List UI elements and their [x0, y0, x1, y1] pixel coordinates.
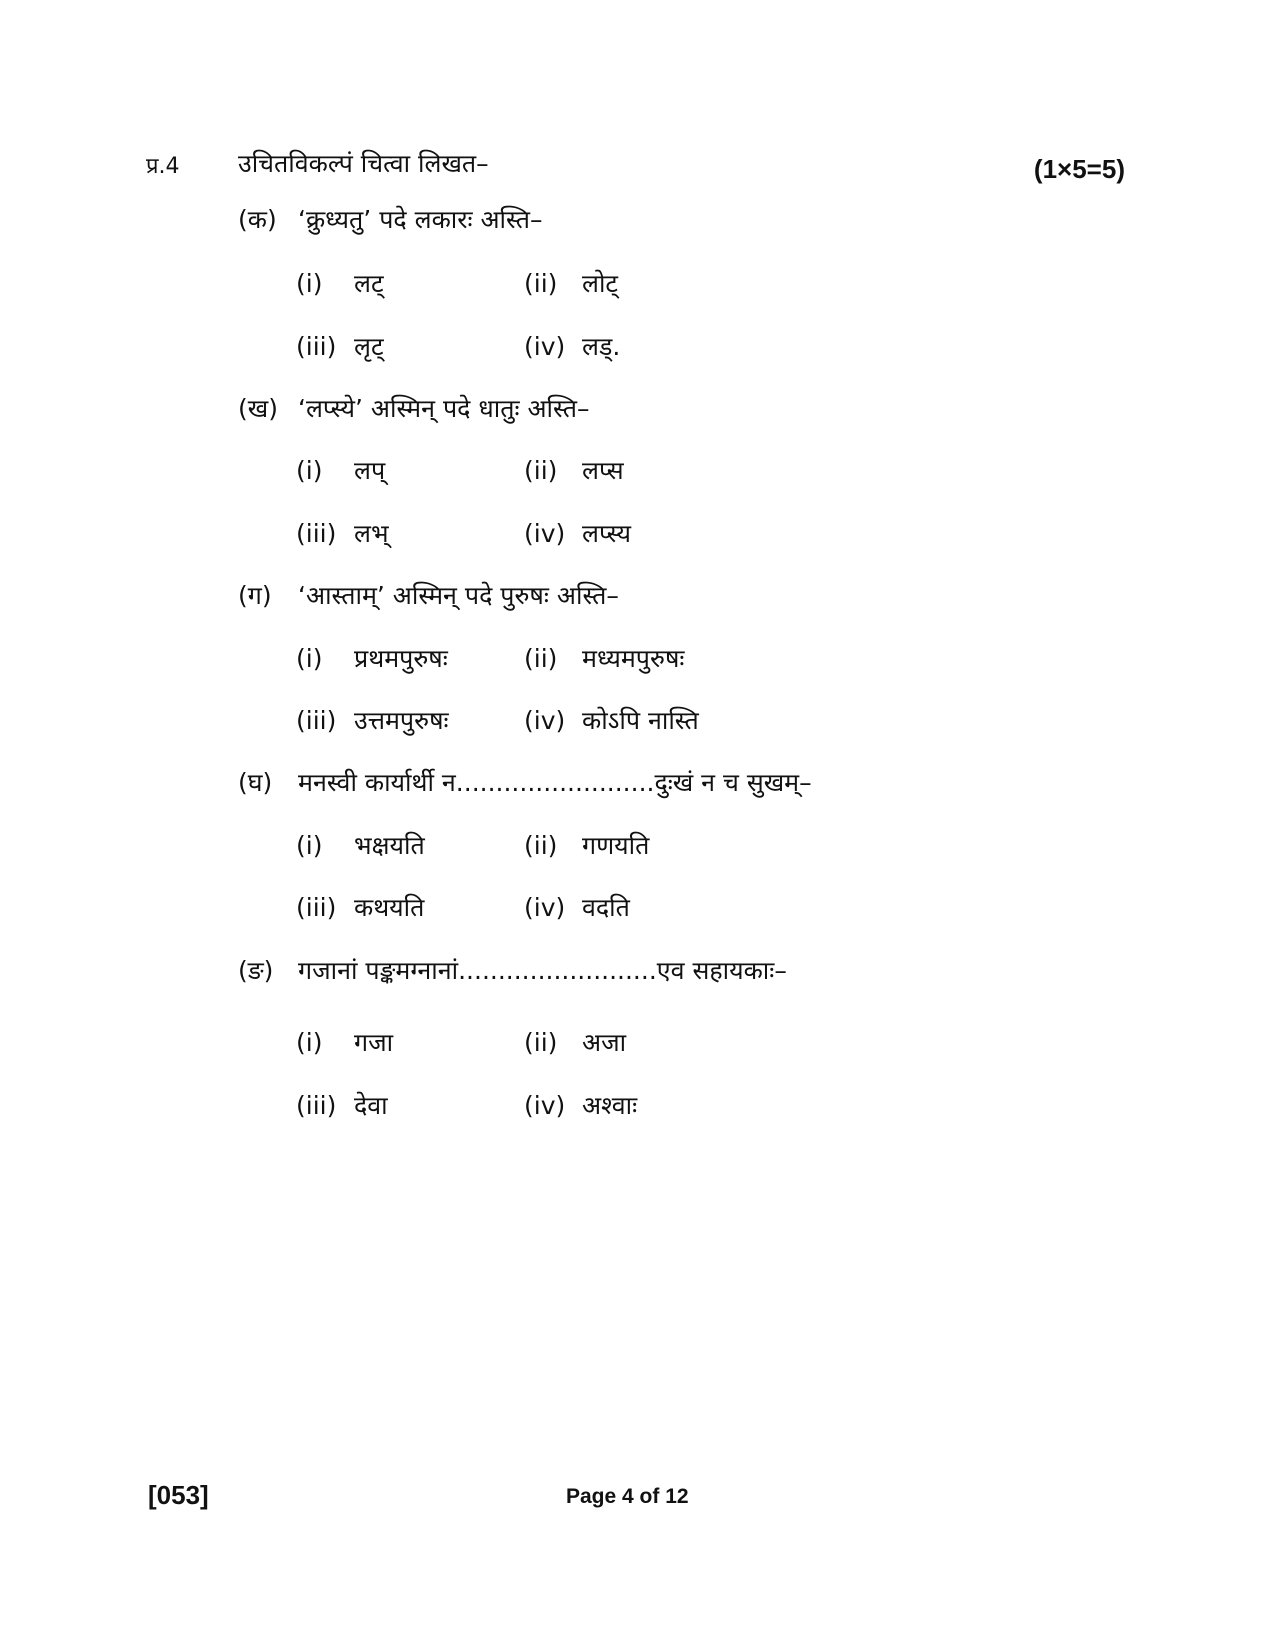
- subquestion-label: (ङ): [238, 956, 274, 985]
- option-text: लप्स्य: [582, 519, 632, 548]
- option: [296, 828, 425, 862]
- option-text: लृट्: [354, 332, 384, 361]
- subquestion-ka: [238, 202, 543, 236]
- option: [524, 329, 620, 363]
- option-text: लभ्: [354, 519, 389, 548]
- option-number: (ii): [524, 1028, 558, 1057]
- option-text: लप्: [354, 456, 386, 485]
- option-number: (iii): [296, 519, 337, 548]
- option-text: अजा: [582, 1028, 627, 1057]
- question-instruction: उचितविकल्पं चित्वा लिखत–: [238, 149, 489, 178]
- option: [524, 453, 624, 487]
- question-number: प्र.4: [146, 154, 180, 179]
- option-number: (ii): [524, 456, 558, 485]
- option-number: (ii): [524, 831, 558, 860]
- option-number: (iv): [524, 332, 566, 361]
- option-number: (i): [296, 1028, 323, 1057]
- subquestion-ga: [238, 578, 619, 612]
- option: [524, 1088, 637, 1122]
- option: [296, 1088, 388, 1122]
- option: [296, 516, 389, 550]
- subquestion-stem: मनस्वी कार्यार्थी न.........................दुःखं न च सुखम्–: [298, 768, 812, 797]
- option-text: गजा: [354, 1028, 394, 1057]
- option: [296, 329, 384, 363]
- option: [524, 703, 699, 737]
- option-number: (ii): [524, 644, 558, 673]
- subquestion-stem: ‘लप्स्ये’ अस्मिन् पदे धातुः अस्ति–: [298, 394, 590, 423]
- option-text: उत्तमपुरुषः: [354, 706, 449, 735]
- option-text: देवा: [354, 1091, 388, 1120]
- subquestion-stem: ‘आस्ताम्’ अस्मिन् पदे पुरुषः अस्ति–: [298, 581, 619, 610]
- option-text: लड्.: [582, 332, 621, 361]
- option-number: (iii): [296, 332, 337, 361]
- paper-code: [053]: [148, 1480, 209, 1510]
- subquestion-stem: ‘क्रुध्यतु’ पदे लकारः अस्ति–: [298, 205, 543, 234]
- option-number: (iii): [296, 893, 337, 922]
- option: [296, 890, 424, 924]
- option: [296, 453, 385, 487]
- subquestion-kha: [238, 391, 590, 425]
- subquestion-label: (ख): [238, 394, 278, 423]
- option-text: भक्षयति: [354, 831, 425, 860]
- option: [296, 1025, 393, 1059]
- option-number: (iii): [296, 706, 337, 735]
- option-number: (iv): [524, 519, 566, 548]
- option: [524, 516, 631, 550]
- option-text: लप्स: [582, 456, 624, 485]
- option: [296, 641, 448, 675]
- option-number: (i): [296, 831, 323, 860]
- option: [524, 890, 630, 924]
- subquestion-gha: [238, 765, 812, 799]
- option-text: मध्यमपुरुषः: [582, 644, 685, 673]
- subquestion-stem: गजानां पङ्कमग्नानां.........................एव सहायकाः–: [298, 956, 787, 985]
- option: [524, 641, 684, 675]
- question-marks: (1×5=5): [1033, 154, 1125, 184]
- subquestion-nga: [238, 953, 787, 987]
- option-number: (iv): [524, 893, 566, 922]
- option: [524, 828, 649, 862]
- option-number: (ii): [524, 269, 558, 298]
- option-text: अश्वाः: [582, 1091, 638, 1120]
- option-text: वदति: [582, 893, 630, 922]
- option: [296, 266, 384, 300]
- page-number: Page 4 of 12: [566, 1485, 689, 1508]
- option-number: (i): [296, 644, 323, 673]
- option-text: लोट्: [582, 269, 619, 298]
- subquestion-label: (क): [238, 205, 277, 234]
- option-text: कोऽपि नास्ति: [582, 706, 699, 735]
- option-text: लट्: [354, 269, 384, 298]
- subquestion-label: (घ): [238, 768, 273, 797]
- option-number: (i): [296, 456, 323, 485]
- option-text: कथयति: [354, 893, 425, 922]
- option-number: (iv): [524, 706, 566, 735]
- option-number: (iii): [296, 1091, 337, 1120]
- option-number: (i): [296, 269, 323, 298]
- option-number: (iv): [524, 1091, 566, 1120]
- subquestion-label: (ग): [238, 581, 272, 610]
- option: [524, 1025, 626, 1059]
- option-text: गणयति: [582, 831, 650, 860]
- option: [524, 266, 618, 300]
- option-text: प्रथमपुरुषः: [354, 644, 448, 673]
- option: [296, 703, 449, 737]
